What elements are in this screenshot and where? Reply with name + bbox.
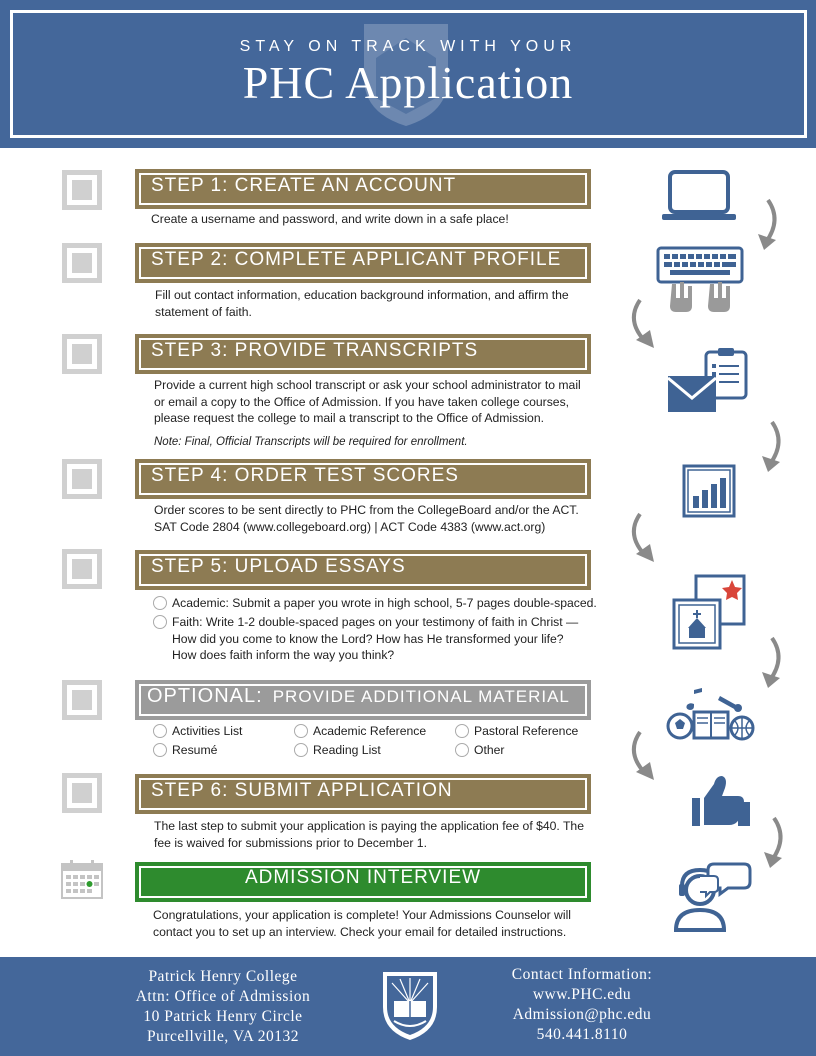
curved-arrow-icon	[624, 510, 660, 570]
optional-item[interactable]: Reading List	[294, 742, 381, 759]
optional-item[interactable]: Academic Reference	[294, 723, 426, 740]
crest-icon	[380, 969, 440, 1043]
page-title: PHC Application	[242, 57, 574, 108]
step5-checkbox[interactable]	[62, 549, 102, 589]
step2-text: Fill out contact information, education background information, and affirm the statement of faith.	[155, 288, 569, 319]
optional-checkbox[interactable]	[62, 680, 102, 720]
step4-text: Order scores to be sent directly to PHC from the CollegeBoard and/or the ACT. SAT Code 2804 (www.collegeboard.org) | ACT Code 4383 (www.act.org)	[154, 503, 579, 534]
step2-title: STEP 2: COMPLETE APPLICANT PROFILE	[151, 249, 562, 270]
optional-item[interactable]: Resumé	[153, 742, 217, 759]
step6-text: The last step to submit your application is paying the application fee of $40. The fee is waived for submissions prior to December 1.	[154, 819, 584, 850]
activities-icon	[664, 686, 758, 744]
optional-item[interactable]: Activities List	[153, 723, 242, 740]
step2-banner	[135, 243, 591, 283]
optional-item[interactable]: Other	[455, 742, 504, 759]
essay-academic[interactable]: Academic: Submit a paper you wrote in high school, 5-7 pages double-spaced.	[153, 595, 597, 612]
transcript-note: Note: Final, Official Transcripts will be required for enrollment.	[154, 435, 468, 448]
step3-checkbox[interactable]	[62, 334, 102, 374]
essay-academic-radio[interactable]	[153, 596, 167, 610]
step1-text: Create a username and password, and write down in a safe place!	[151, 212, 509, 226]
optional-banner	[135, 680, 591, 720]
laptop-icon	[660, 168, 738, 224]
optional-label: OPTIONAL:	[147, 685, 263, 707]
step3-title: STEP 3: PROVIDE TRANSCRIPTS	[151, 340, 479, 361]
curved-arrow-icon	[756, 634, 790, 694]
step3-text: Provide a current high school transcript or ask your school administrator to mail or email a copy to the Office of Admission. If you have taken college courses, please request the college to mail a transcript to the Office of Admission. Note: Final, Official Transcripts will be required for enrollment.	[154, 377, 594, 450]
essay-faith-radio[interactable]	[153, 615, 167, 629]
curved-arrow-icon	[752, 196, 786, 256]
interview-chat-icon	[670, 860, 752, 934]
optional-item[interactable]: Pastoral Reference	[455, 723, 578, 740]
footer	[0, 957, 816, 1056]
step1-banner	[135, 169, 591, 209]
step6-checkbox[interactable]	[62, 773, 102, 813]
step4-banner	[135, 459, 591, 499]
thumbs-up-icon	[686, 774, 752, 830]
phone-number[interactable]: 540.441.8110	[536, 1026, 628, 1043]
footer-contact	[482, 965, 682, 1045]
calendar-icon	[60, 858, 104, 900]
curved-arrow-icon	[624, 728, 660, 788]
header-subtitle: STAY ON TRACK WITH YOUR	[239, 38, 577, 55]
curved-arrow-icon	[758, 814, 792, 874]
step2-checkbox[interactable]	[62, 243, 102, 283]
step4-title: STEP 4: ORDER TEST SCORES	[151, 465, 459, 486]
curved-arrow-icon	[624, 296, 660, 356]
optional-detail: PROVIDE ADDITIONAL MATERIAL	[272, 687, 570, 706]
website-link[interactable]: www.PHC.edu	[532, 986, 632, 1003]
curved-arrow-icon	[756, 418, 790, 478]
step5-banner	[135, 550, 591, 590]
interview-banner	[135, 862, 591, 902]
essay-faith[interactable]: Faith: Write 1-2 double-spaced pages on your testimony of faith in Christ — How did you come to know the Lord? How has He transformed your life? How does faith inform the way you think?	[153, 614, 578, 664]
step1-checkbox[interactable]	[62, 170, 102, 210]
step4-checkbox[interactable]	[62, 459, 102, 499]
contact-heading: Contact Information:	[511, 966, 653, 983]
step6-title: STEP 6: SUBMIT APPLICATION	[151, 780, 453, 801]
step6-banner	[135, 774, 591, 814]
step5-title: STEP 5: UPLOAD ESSAYS	[151, 556, 406, 577]
step1-title: STEP 1: CREATE AN ACCOUNT	[151, 175, 457, 196]
header-banner	[0, 0, 816, 148]
interview-text: Congratulations, your application is complete! Your Admissions Counselor will contact you to set up an interview. Check your email for detailed instructions.	[153, 908, 571, 939]
interview-title: ADMISSION INTERVIEW	[244, 867, 482, 888]
keyboard-hands-icon	[656, 246, 744, 312]
church-star-photos-icon	[670, 572, 748, 652]
mail-clipboard-icon	[666, 346, 752, 416]
bar-chart-icon	[682, 464, 736, 518]
step3-banner	[135, 334, 591, 374]
footer-address: Patrick Henry College Attn: Office of Admission 10 Patrick Henry Circle Purcellville, VA 20132	[135, 968, 311, 1045]
email-link[interactable]: Admission@phc.edu	[512, 1006, 652, 1023]
